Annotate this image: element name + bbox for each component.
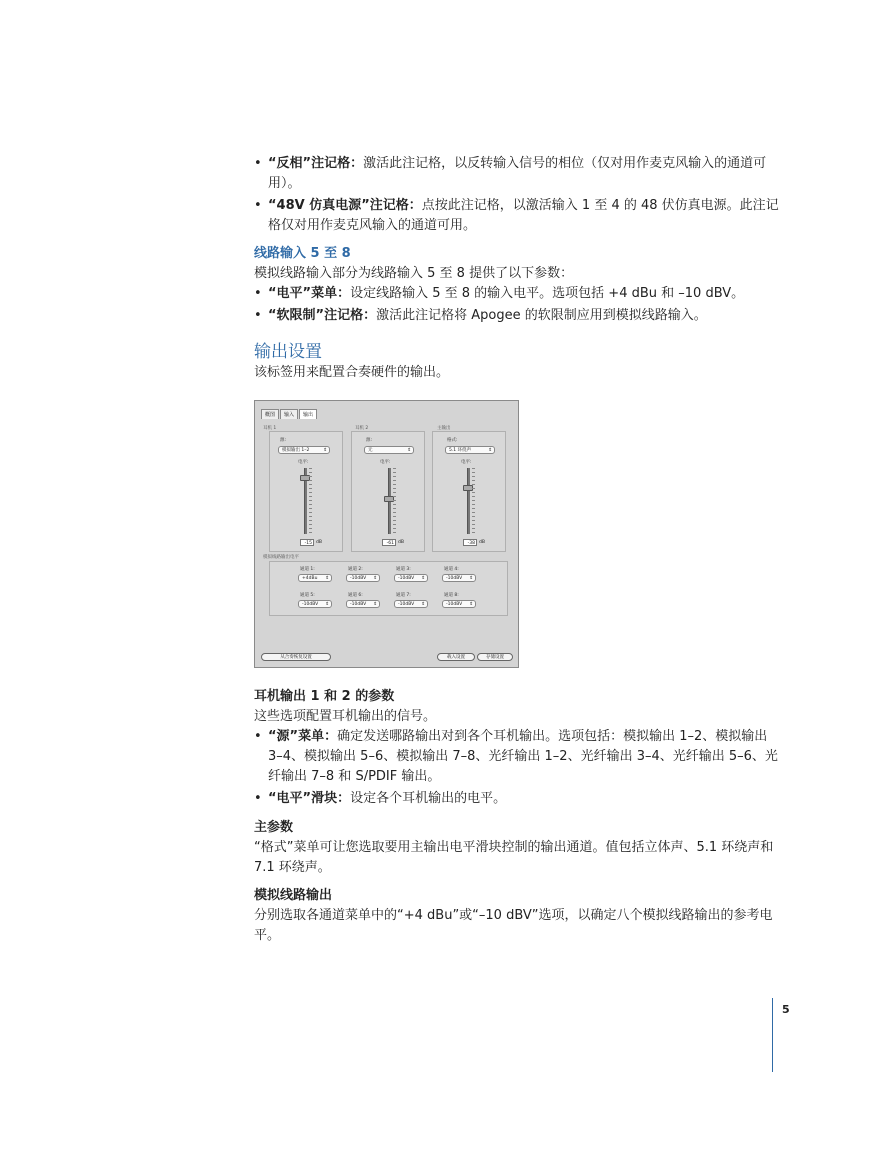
headphone-section — [254, 687, 782, 809]
slider-tick — [472, 496, 475, 497]
menu-label: 格式: — [447, 438, 458, 443]
list-item: • “软限制”注记格：激活此注记格将 Apogee 的软限制应用到模拟线路输入。 — [254, 306, 782, 326]
slider-tick — [472, 528, 475, 529]
output-settings-intro: 该标签用来配置合奏硬件的输出。 — [254, 365, 450, 380]
slider-tick — [472, 516, 475, 517]
channel-2-popup[interactable]: -10dBV ⇕ — [346, 574, 380, 582]
slider-tick — [472, 472, 475, 473]
slider-tick — [393, 492, 396, 493]
slider-tick — [393, 472, 396, 473]
channel-label: 通道 6: — [348, 593, 363, 598]
tab-overview[interactable]: 概图 — [261, 409, 279, 419]
slider-tick — [309, 484, 312, 485]
analog-out-section — [254, 886, 782, 946]
channel-5-popup[interactable]: -10dBV ⇕ — [298, 600, 332, 608]
slider-tick — [472, 468, 475, 469]
slider-label: 电平: — [298, 460, 309, 465]
chevron-updown-icon: ⇕ — [373, 576, 377, 581]
slider-tick — [309, 512, 312, 513]
level-value-field[interactable]: -15 — [300, 539, 314, 546]
channel-label: 通道 2: — [348, 567, 363, 572]
chevron-updown-icon: ⇕ — [407, 448, 411, 453]
menu-label: 源: — [280, 438, 287, 443]
page-number: 5 — [782, 1003, 790, 1016]
format-popup[interactable]: 5.1 环绕声 ⇕ — [445, 446, 495, 454]
load-settings-button[interactable]: 载入设置 — [437, 653, 475, 661]
tab-bar — [261, 409, 318, 419]
group-title: 耳机 2 — [355, 426, 369, 431]
slider-tick — [472, 480, 475, 481]
slider-tick — [309, 500, 312, 501]
output-settings-section — [254, 341, 782, 383]
slider-label: 电平: — [380, 460, 391, 465]
chevron-updown-icon: ⇕ — [421, 576, 425, 581]
slider-tick — [472, 484, 475, 485]
source-popup[interactable]: 模拟输出 1–2 ⇕ — [278, 446, 330, 454]
slider-tick — [393, 516, 396, 517]
slider-tick — [309, 468, 312, 469]
slider-tick — [309, 532, 312, 533]
main-params-section — [254, 818, 782, 878]
slider-tick — [393, 504, 396, 505]
channel-label: 通道 3: — [396, 567, 411, 572]
unit-label: dB — [479, 540, 485, 545]
chevron-updown-icon: ⇕ — [469, 602, 473, 607]
slider-tick — [309, 516, 312, 517]
slider-tick — [309, 524, 312, 525]
unit-label: dB — [316, 540, 322, 545]
slider-tick — [472, 512, 475, 513]
line-input-section — [254, 244, 782, 326]
source-popup[interactable]: 无 ⇕ — [364, 446, 414, 454]
slider-tick — [393, 484, 396, 485]
slider-tick — [393, 488, 396, 489]
main-params-heading: 主参数 — [254, 820, 294, 835]
group-title: 主输出 — [437, 426, 451, 431]
chevron-updown-icon: ⇕ — [373, 602, 377, 607]
restore-settings-button[interactable]: 从合奏恢复设置 — [261, 653, 331, 661]
channel-4-popup[interactable]: -10dBV ⇕ — [442, 574, 476, 582]
headphone-1-group — [269, 431, 343, 552]
chevron-updown-icon: ⇕ — [421, 602, 425, 607]
list-item: • “反相”注记格：激活此注记格，以反转输入信号的相位（仅对用作麦克风输入的通道可用）。 — [254, 154, 782, 194]
slider-tick — [393, 524, 396, 525]
slider-tick — [472, 532, 475, 533]
slider-tick — [393, 532, 396, 533]
output-settings-heading: 输出设置 — [254, 342, 322, 362]
chevron-updown-icon: ⇕ — [469, 576, 473, 581]
menu-label: 源: — [366, 438, 373, 443]
slider-tick — [309, 508, 312, 509]
slider-tick — [472, 488, 475, 489]
list-item: • “源”菜单：确定发送哪路输出对到各个耳机输出。选项包括：模拟输出 1–2、模拟输出 3–4、模拟输出 5–6、模拟输出 7–8、光纤输出 1–2、光纤输出 3–4、光纤输出 5–6、光纤输出 7–8 和 S/PDIF 输出。 — [254, 727, 782, 787]
slider-tick — [472, 508, 475, 509]
channel-3-popup[interactable]: -10dBV ⇕ — [394, 574, 428, 582]
slider-label: 电平: — [461, 460, 472, 465]
slider-tick — [309, 480, 312, 481]
chevron-updown-icon: ⇕ — [323, 448, 327, 453]
slider-tick — [472, 520, 475, 521]
slider-tick — [393, 500, 396, 501]
main-output-group — [432, 431, 506, 552]
top-bullets — [254, 154, 782, 236]
channel-1-popup[interactable]: +4dBu ⇕ — [298, 574, 332, 582]
level-value-field[interactable]: -38 — [463, 539, 477, 546]
channel-8-popup[interactable]: -10dBV ⇕ — [442, 600, 476, 608]
channel-label: 通道 4: — [444, 567, 459, 572]
store-settings-button[interactable]: 存储设置 — [477, 653, 513, 661]
slider-tick — [309, 528, 312, 529]
channel-label: 通道 1: — [300, 567, 315, 572]
slider-tick — [472, 492, 475, 493]
list-item: • “48V 仿真电源”注记格：点按此注记格，以激活输入 1 至 4 的 48 伏仿真电源。此注记格仅对用作麦克风输入的通道可用。 — [254, 196, 782, 236]
headphone-heading: 耳机输出 1 和 2 的参数 — [254, 689, 395, 704]
slider-tick — [472, 476, 475, 477]
channel-label: 通道 7: — [396, 593, 411, 598]
slider-tick — [309, 472, 312, 473]
slider-tick — [309, 492, 312, 493]
tab-input[interactable]: 输入 — [280, 409, 298, 419]
headphone-intro: 这些选项配置耳机输出的信号。 — [254, 709, 437, 724]
line-input-intro: 模拟线路输入部分为线路输入 5 至 8 提供了以下参数： — [254, 266, 574, 281]
slider-tick — [472, 500, 475, 501]
slider-tick — [309, 488, 312, 489]
analog-output-group — [269, 561, 508, 616]
main-params-text: “格式”菜单可让您选取要用主输出电平滑块控制的输出通道。值包括立体声、5.1 环绕声和 7.1 环绕声。 — [254, 840, 774, 875]
slider-tick — [393, 528, 396, 529]
chevron-updown-icon: ⇕ — [488, 448, 492, 453]
level-value-field[interactable]: -61 — [382, 539, 396, 546]
chevron-updown-icon: ⇕ — [325, 576, 329, 581]
group-title: 模拟线路输出电平 — [263, 555, 299, 560]
level-slider-track[interactable] — [467, 468, 470, 534]
slider-tick — [393, 508, 396, 509]
slider-tick — [309, 504, 312, 505]
analog-out-heading: 模拟线路输出 — [254, 888, 333, 903]
slider-tick — [393, 480, 396, 481]
analog-out-text: 分别选取各通道菜单中的“+4 dBu”或“–10 dBV”选项，以确定八个模拟线路输出的参考电平。 — [254, 908, 773, 943]
slider-tick — [472, 524, 475, 525]
slider-tick — [393, 512, 396, 513]
slider-tick — [309, 476, 312, 477]
channel-label: 通道 8: — [444, 593, 459, 598]
channel-label: 通道 5: — [300, 593, 315, 598]
page-divider — [772, 998, 773, 1072]
channel-6-popup[interactable]: -10dBV ⇕ — [346, 600, 380, 608]
slider-tick — [393, 520, 396, 521]
output-settings-screenshot — [254, 400, 519, 668]
line-input-heading: 线路输入 5 至 8 — [254, 246, 351, 261]
slider-tick — [472, 504, 475, 505]
headphone-2-group — [351, 431, 425, 552]
slider-tick — [309, 520, 312, 521]
list-item: • “电平”滑块：设定各个耳机输出的电平。 — [254, 789, 782, 809]
group-title: 耳机 1 — [263, 426, 277, 431]
slider-tick — [393, 476, 396, 477]
tab-output[interactable]: 输出 — [299, 409, 317, 419]
slider-tick — [309, 496, 312, 497]
list-item: • “电平”菜单：设定线路输入 5 至 8 的输入电平。选项包括 +4 dBu 和 –10 dBV。 — [254, 284, 782, 304]
unit-label: dB — [398, 540, 404, 545]
slider-tick — [393, 496, 396, 497]
channel-7-popup[interactable]: -10dBV ⇕ — [394, 600, 428, 608]
slider-tick — [393, 468, 396, 469]
chevron-updown-icon: ⇕ — [325, 602, 329, 607]
